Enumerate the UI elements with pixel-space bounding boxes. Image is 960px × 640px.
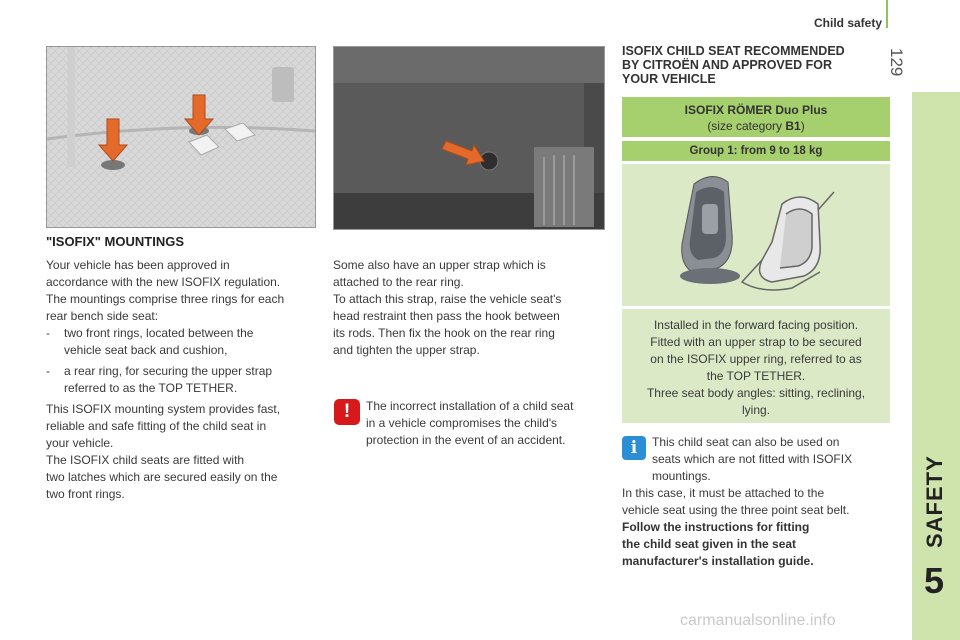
- seat-description: Installed in the forward facing position. Fitted with an upper strap to be secured on the ISOFIX upper ring, referred to as the TOP TETHER. Three seat body angles: sitting, reclining, lying.: [622, 309, 890, 423]
- warning-text: The incorrect installation of a child seat in a vehicle compromises the child's protection in the event of an accident.: [366, 399, 574, 447]
- recommended-title: ISOFIX CHILD SEAT RECOMMENDED BY CITROËN AND APPROVED FOR YOUR VEHICLE: [622, 44, 845, 86]
- rear-bench-illustration: [47, 47, 315, 227]
- info-text: This child seat can also be used on seats which are not fitted with ISOFIX mountings.: [652, 435, 853, 483]
- section-title-bar: [886, 0, 888, 28]
- weight-group: Group 1: from 9 to 18 kg: [622, 141, 890, 161]
- chapter-number: 5: [924, 560, 945, 601]
- child-seat-illustration: [622, 164, 890, 306]
- section-title: Child safety: [813, 16, 882, 30]
- side-tab-label: SAFETY: [922, 455, 947, 548]
- size-category: (size category B1): [707, 119, 805, 133]
- list-item: - two front rings, located between the vehicle seat back and cushion,: [46, 326, 254, 357]
- rear-bench-photo: [46, 46, 316, 228]
- mountings-intro: Your vehicle has been approved in accordance with the new ISOFIX regulation. The mountings comprise three rings for each rear bench side seat:: [46, 258, 285, 323]
- boot-illustration: [334, 47, 604, 229]
- boot-ring-photo: [333, 46, 605, 230]
- manufacturer-instructions: Follow the instructions for fitting the child seat given in the seat manufacturer's installation guide.: [622, 520, 814, 568]
- watermark: carmanualsonline.info: [680, 612, 836, 629]
- warning-icon: !: [334, 399, 360, 425]
- page-number: 129: [887, 48, 906, 77]
- upper-strap-text: Some also have an upper strap which is attached to the rear ring. To attach this strap, raise the vehicle seat's head restraint then pass the hook between its rods. Then fix the hook on the rear ring and tighten the upper strap.: [333, 258, 562, 357]
- info-followup: In this case, it must be attached to the vehicle seat using the three point seat belt.: [622, 486, 850, 517]
- list-item: - a rear ring, for securing the upper strap referred to as the TOP TETHER.: [46, 364, 273, 395]
- seat-name: ISOFIX RÖMER Duo Plus: [684, 103, 828, 117]
- seat-image-panel: [622, 164, 890, 306]
- info-icon: i: [622, 436, 646, 460]
- side-tab: [912, 92, 960, 640]
- seat-name-header: [622, 97, 890, 137]
- mountings-outro: This ISOFIX mounting system provides fast, reliable and safe fitting of the child seat in your vehicle. The ISOFIX child seats are fitted with two latches which are secured easily on the two front rings.: [46, 402, 281, 501]
- mountings-title: "ISOFIX" MOUNTINGS: [46, 234, 184, 249]
